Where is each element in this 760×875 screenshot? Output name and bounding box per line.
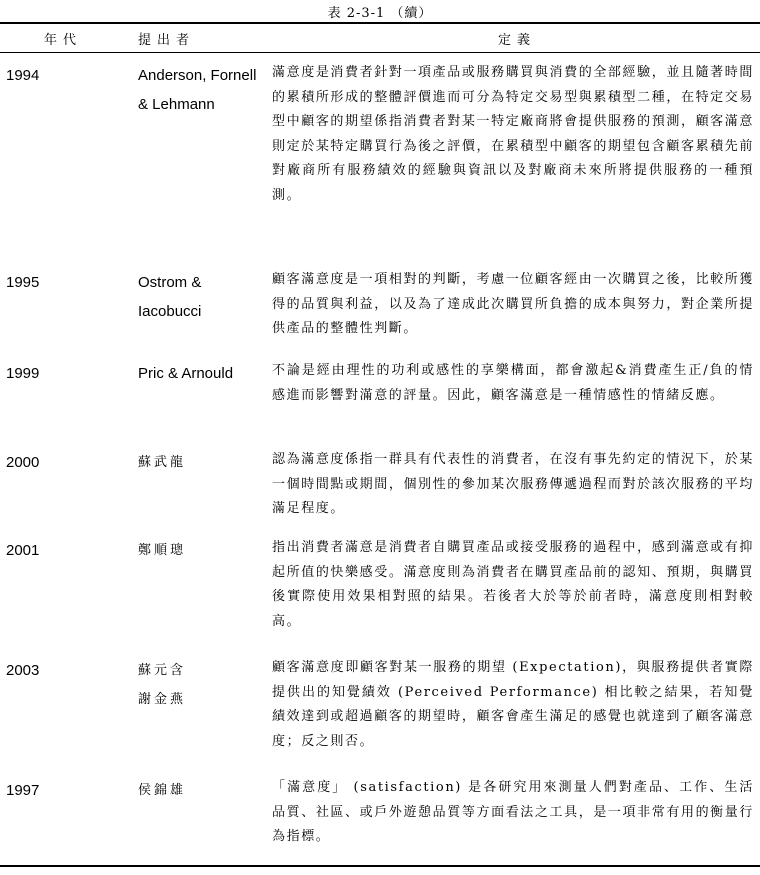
row-definition: 認為滿意度係指一群具有代表性的消費者，在沒有事先約定的情況下，於某一個時間點或期間，個別性的參加某次服務傳遞過程而對於該次服務的平均滿足程度。 [272, 452, 754, 516]
row-year: 1999 [6, 365, 40, 382]
row-definition: 顧客滿意度即顧客對某一服務的期望 (Expectation)，與服務提供者實際提供出的知覺績效 (Perceived Performance) 相比較之結果，若知覺績效達到或超過顧客的期望時，顧客會產生滿足的感覺也就達到了顧客滿意度；反之則否。 [272, 660, 754, 749]
row-definition: 指出消費者滿意是消費者自購買產品或接受服務的過程中，感到滿意或有抑起所值的快樂感受。滿意度則為消費者在購買產品前的認知、預期，與購買後實際使用效果相對照的結果。若後者大於等於前者時，滿意度則相對較高。 [272, 540, 754, 629]
header-author: 提出者 [138, 33, 196, 48]
row-author: Pric & Arnould [138, 365, 234, 382]
row-author: Ostrom & Iacobucci [138, 274, 202, 320]
table-bottom-rule [0, 865, 760, 867]
row-author: 侯錦雄 [138, 783, 187, 798]
table-caption: 表 2-3-1 （續） [327, 6, 433, 21]
header-year: 年代 [44, 33, 83, 48]
row-author: 蘇武龍 [138, 455, 187, 470]
row-definition: 不論是經由理性的功利或感性的享樂構面，都會激起&消費產生正/負的情感進而影響對滿意的評量。因此，顧客滿意是一種情感性的情緒反應。 [272, 363, 754, 403]
table-top-rule [0, 22, 760, 24]
header-rule [0, 52, 760, 53]
row-year: 1997 [6, 782, 40, 799]
row-year: 1995 [6, 274, 40, 291]
row-definition: 顧客滿意度是一項相對的判斷，考慮一位顧客經由一次購買之後，比較所獲得的品質與利益，以及為了達成此次購買所負擔的成本與努力，對企業所提供產品的整體性判斷。 [272, 272, 754, 336]
row-year: 2001 [6, 542, 40, 559]
row-author: 鄭順璁 [138, 543, 187, 558]
row-definition: 滿意度是消費者針對一項產品或服務購買與消費的全部經驗，並且隨著時間的累積所形成的整體評價進而可分為特定交易型與累積型二種，在特定交易型中顧客的期望係指消費者對某一特定廠商將會提供服務的預測，顧客滿意則定於某特定購買行為後之評價，在累積型中顧客的期望包含顧客累積先前對廠商所有服務績效的經驗與資訊以及對廠商未來所將提供服務的一種預測。 [272, 65, 754, 203]
row-author: 蘇元含 謝金燕 [138, 663, 187, 707]
row-year: 1994 [6, 67, 40, 84]
row-year: 2003 [6, 662, 40, 679]
row-year: 2000 [6, 454, 40, 471]
row-author: Anderson, Fornell & Lehmann [138, 67, 257, 113]
row-definition: 「滿意度」 (satisfaction) 是各研究用來測量人們對產品、工作、生活品質、社區、或戶外遊憩品質等方面看法之工具，是一項非常有用的衡量行為指標。 [272, 780, 754, 844]
header-definition: 定義 [498, 33, 537, 48]
